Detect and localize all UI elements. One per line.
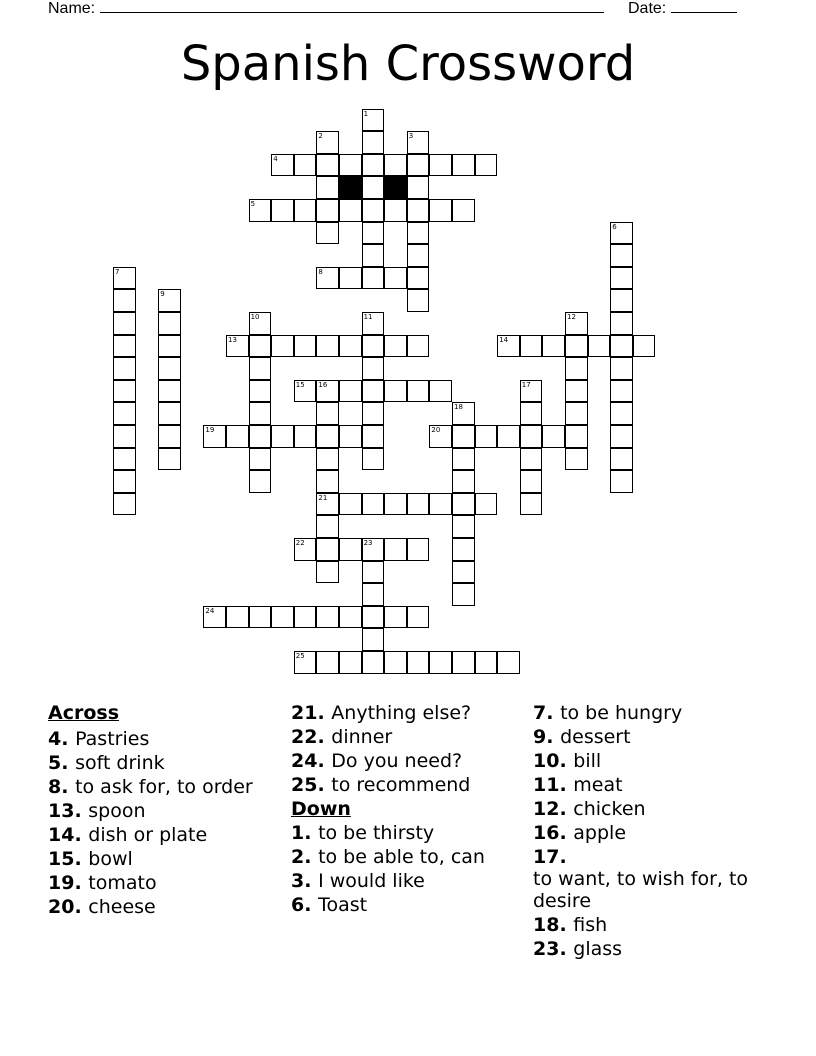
grid-cell[interactable] xyxy=(158,312,181,335)
grid-cell[interactable] xyxy=(294,538,317,561)
clue-number-label: 3. xyxy=(291,870,319,892)
grid-cell[interactable] xyxy=(452,154,475,177)
grid-cell[interactable] xyxy=(249,470,272,493)
grid-cell[interactable] xyxy=(271,606,294,629)
clue-item xyxy=(291,894,523,916)
clue-item xyxy=(291,750,523,772)
grid-cell[interactable] xyxy=(452,199,475,222)
grid-cell[interactable] xyxy=(316,267,339,290)
grid-cell[interactable] xyxy=(158,402,181,425)
grid-cell[interactable] xyxy=(407,222,430,245)
grid-cell[interactable] xyxy=(610,312,633,335)
grid-cell[interactable] xyxy=(610,425,633,448)
grid-cell[interactable] xyxy=(452,561,475,584)
grid-cell[interactable] xyxy=(294,380,317,403)
grid-cell[interactable] xyxy=(113,335,136,358)
grid-cell[interactable] xyxy=(316,538,339,561)
grid-cell[interactable] xyxy=(316,425,339,448)
grid-cell[interactable] xyxy=(542,425,565,448)
clue-text: Pastries xyxy=(75,728,150,750)
down-heading: Down xyxy=(291,798,351,820)
grid-cell[interactable] xyxy=(407,493,430,516)
clue-text: Do you need? xyxy=(331,750,463,772)
clue-number-label: 14. xyxy=(48,824,89,846)
clue-number-label: 25. xyxy=(291,774,332,796)
grid-cell[interactable] xyxy=(362,131,385,154)
grid-cell[interactable] xyxy=(362,312,385,335)
grid-cell[interactable] xyxy=(226,425,249,448)
grid-cell[interactable] xyxy=(113,425,136,448)
clue-number: 18 xyxy=(454,403,463,412)
grid-cell[interactable] xyxy=(565,425,588,448)
clue-number-label: 18. xyxy=(533,914,574,936)
grid-cell[interactable] xyxy=(429,380,452,403)
name-label: Name: xyxy=(48,0,96,17)
clue-number-label: 5. xyxy=(48,752,76,774)
grid-cell[interactable] xyxy=(407,380,430,403)
clue-text: spoon xyxy=(88,800,146,822)
clue-item xyxy=(48,872,278,894)
grid-cell[interactable] xyxy=(249,425,272,448)
grid-cell[interactable] xyxy=(407,289,430,312)
grid-cell[interactable] xyxy=(520,470,543,493)
grid-cell[interactable] xyxy=(610,448,633,471)
grid-cell[interactable] xyxy=(158,357,181,380)
grid-cell[interactable] xyxy=(452,448,475,471)
grid-cell[interactable] xyxy=(316,222,339,245)
across-heading: Across xyxy=(48,702,120,724)
clue-number-label: 23. xyxy=(533,938,574,960)
grid-cell[interactable] xyxy=(113,493,136,516)
grid-cell[interactable] xyxy=(316,651,339,674)
clue-number: 10 xyxy=(250,313,260,321)
grid-cell[interactable] xyxy=(113,312,136,335)
grid-cell[interactable] xyxy=(249,606,272,629)
clue-number: 3 xyxy=(408,132,414,141)
clue-item xyxy=(533,726,778,748)
grid-cell[interactable] xyxy=(316,335,339,358)
grid-cell[interactable] xyxy=(203,606,226,629)
clue-number-label: 4. xyxy=(48,728,76,750)
clue-number: 23 xyxy=(363,539,373,547)
grid-cell[interactable] xyxy=(542,335,565,358)
grid-cell[interactable] xyxy=(407,176,430,199)
grid-cell[interactable] xyxy=(362,357,385,380)
grid-cell[interactable] xyxy=(316,199,339,222)
grid-cell[interactable] xyxy=(565,402,588,425)
grid-cell[interactable] xyxy=(520,425,543,448)
grid-cell[interactable] xyxy=(339,199,362,222)
clue-column-1 xyxy=(48,702,278,920)
clue-number-label: 17. xyxy=(533,846,574,868)
grid-cell[interactable] xyxy=(520,380,543,403)
grid-cell[interactable] xyxy=(271,425,294,448)
clue-item xyxy=(48,848,278,870)
clue-text: dish or plate xyxy=(88,824,208,846)
clue-number-label: 22. xyxy=(291,726,332,748)
clue-item xyxy=(291,726,523,748)
grid-cell[interactable] xyxy=(362,199,385,222)
grid-cell[interactable] xyxy=(362,222,385,245)
clue-item xyxy=(291,822,523,844)
grid-cell[interactable] xyxy=(588,335,611,358)
grid-cell[interactable] xyxy=(407,606,430,629)
clue-number: 2 xyxy=(318,132,323,141)
grid-cell[interactable] xyxy=(158,380,181,403)
grid-cell[interactable] xyxy=(316,470,339,493)
clue-number: 13 xyxy=(228,335,237,344)
clue-number-label: 1. xyxy=(291,822,319,844)
grid-cell[interactable] xyxy=(294,651,317,674)
clue-text: to ask for, to order xyxy=(75,776,253,798)
grid-cell[interactable] xyxy=(610,244,633,267)
clue-item xyxy=(291,702,523,724)
grid-cell[interactable] xyxy=(497,651,520,674)
grid-cell[interactable] xyxy=(113,289,136,312)
clue-text: to recommend xyxy=(331,774,471,796)
grid-cell[interactable] xyxy=(113,402,136,425)
grid-cell[interactable] xyxy=(520,402,543,425)
grid-cell[interactable] xyxy=(294,335,317,358)
grid-cell[interactable] xyxy=(362,267,385,290)
grid-cell[interactable] xyxy=(497,335,520,358)
grid-cell[interactable] xyxy=(271,335,294,358)
grid-cell[interactable] xyxy=(271,154,294,177)
clue-text: I would like xyxy=(318,870,425,892)
clue-text: Toast xyxy=(318,894,368,916)
clue-number-label: 20. xyxy=(48,896,89,918)
clue-number: 1 xyxy=(363,109,369,118)
grid-cell[interactable] xyxy=(407,154,430,177)
clue-number: 12 xyxy=(567,313,576,321)
grid-cell[interactable] xyxy=(520,493,543,516)
grid-cell[interactable] xyxy=(384,380,407,403)
clue-item xyxy=(533,822,778,844)
date-label: Date: xyxy=(628,0,667,17)
grid-cell[interactable] xyxy=(294,154,317,177)
clue-text: apple xyxy=(573,822,627,844)
grid-cell[interactable] xyxy=(316,448,339,471)
clue-number-label: 21. xyxy=(291,702,332,724)
clue-text: dinner xyxy=(331,726,393,748)
grid-cell[interactable] xyxy=(565,335,588,358)
grid-cell[interactable] xyxy=(362,109,385,132)
grid-cell[interactable] xyxy=(362,538,385,561)
clue-item xyxy=(533,914,778,936)
grid-cell[interactable] xyxy=(610,470,633,493)
clue-text: to be thirsty xyxy=(318,822,435,844)
grid-cell[interactable] xyxy=(565,357,588,380)
grid-cell[interactable] xyxy=(339,651,362,674)
clue-text: tomato xyxy=(88,872,157,894)
grid-cell[interactable] xyxy=(475,425,498,448)
clue-number-label: 11. xyxy=(533,774,574,796)
grid-cell[interactable] xyxy=(384,267,407,290)
grid-cell[interactable] xyxy=(294,199,317,222)
grid-cell[interactable] xyxy=(316,176,339,199)
clue-number: 8 xyxy=(318,267,323,276)
grid-cell[interactable] xyxy=(384,335,407,358)
grid-cell[interactable] xyxy=(407,244,430,267)
grid-cell[interactable] xyxy=(407,651,430,674)
grid-cell[interactable] xyxy=(384,651,407,674)
clue-text: soft drink xyxy=(75,752,165,774)
clue-number-label: 15. xyxy=(48,848,89,870)
grid-cell[interactable] xyxy=(520,448,543,471)
clue-text: cheese xyxy=(88,896,156,918)
clue-text: bowl xyxy=(88,848,133,870)
clue-item xyxy=(533,702,778,724)
grid-cell[interactable] xyxy=(362,651,385,674)
clue-number: 21 xyxy=(318,493,328,502)
grid-cell[interactable] xyxy=(294,606,317,629)
grid-cell[interactable] xyxy=(565,312,588,335)
clue-number-label: 6. xyxy=(291,894,319,916)
grid-cell[interactable] xyxy=(520,335,543,358)
clue-number-label: 16. xyxy=(533,822,574,844)
grid-cell[interactable] xyxy=(362,380,385,403)
clue-number: 7 xyxy=(115,267,120,276)
grid-cell[interactable] xyxy=(316,131,339,154)
grid-cell[interactable] xyxy=(407,267,430,290)
clue-item xyxy=(291,870,523,892)
grid-cell[interactable] xyxy=(339,154,362,177)
grid-cell[interactable] xyxy=(294,425,317,448)
clue-item xyxy=(533,774,778,796)
clue-item xyxy=(533,938,778,960)
grid-cell[interactable] xyxy=(610,335,633,358)
grid-cell[interactable] xyxy=(475,493,498,516)
grid-cell[interactable] xyxy=(249,199,272,222)
grid-cell[interactable] xyxy=(316,493,339,516)
grid-cell[interactable] xyxy=(249,312,272,335)
grid-cell[interactable] xyxy=(158,289,181,312)
clue-number-label: 8. xyxy=(48,776,76,798)
clue-number: 16 xyxy=(318,380,328,389)
grid-cell[interactable] xyxy=(565,380,588,403)
grid-cell[interactable] xyxy=(316,606,339,629)
grid-cell[interactable] xyxy=(113,357,136,380)
grid-cell[interactable] xyxy=(362,561,385,584)
clue-item xyxy=(48,776,278,798)
grid-cell[interactable] xyxy=(316,561,339,584)
clue-number: 17 xyxy=(521,380,531,389)
grid-cell[interactable] xyxy=(452,538,475,561)
clue-number: 11 xyxy=(363,313,373,321)
grid-cell[interactable] xyxy=(610,289,633,312)
grid-cell[interactable] xyxy=(384,493,407,516)
clue-text: to be hungry xyxy=(560,702,683,724)
grid-cell[interactable] xyxy=(316,515,339,538)
grid-cell[interactable] xyxy=(113,380,136,403)
grid-cell[interactable] xyxy=(362,606,385,629)
grid-cell[interactable] xyxy=(610,267,633,290)
grid-cell[interactable] xyxy=(610,357,633,380)
black-cell xyxy=(384,176,407,199)
grid-cell[interactable] xyxy=(362,628,385,651)
clue-item xyxy=(48,728,278,750)
grid-cell[interactable] xyxy=(203,425,226,448)
grid-cell[interactable] xyxy=(339,335,362,358)
grid-cell[interactable] xyxy=(316,154,339,177)
grid-cell[interactable] xyxy=(316,380,339,403)
grid-cell[interactable] xyxy=(565,448,588,471)
grid-cell[interactable] xyxy=(452,402,475,425)
clue-number: 22 xyxy=(295,539,305,547)
grid-cell[interactable] xyxy=(316,402,339,425)
grid-cell[interactable] xyxy=(271,199,294,222)
clue-number: 20 xyxy=(431,426,441,434)
clue-text: glass xyxy=(573,938,623,960)
grid-cell[interactable] xyxy=(362,493,385,516)
grid-cell[interactable] xyxy=(429,425,452,448)
clue-text: Anything else? xyxy=(331,702,472,724)
grid-cell[interactable] xyxy=(362,154,385,177)
clue-number: 5 xyxy=(250,200,256,208)
grid-cell[interactable] xyxy=(452,470,475,493)
grid-cell[interactable] xyxy=(452,515,475,538)
clue-number: 9 xyxy=(160,290,165,299)
grid-cell[interactable] xyxy=(429,493,452,516)
clue-number: 19 xyxy=(205,426,215,434)
clue-number: 15 xyxy=(295,380,305,389)
grid-cell[interactable] xyxy=(407,335,430,358)
grid-cell[interactable] xyxy=(362,244,385,267)
clue-text: meat xyxy=(573,774,623,796)
grid-cell[interactable] xyxy=(339,267,362,290)
grid-cell[interactable] xyxy=(633,335,656,358)
grid-cell[interactable] xyxy=(429,651,452,674)
grid-cell[interactable] xyxy=(362,335,385,358)
grid-cell[interactable] xyxy=(362,402,385,425)
grid-cell[interactable] xyxy=(226,606,249,629)
grid-cell[interactable] xyxy=(610,380,633,403)
clue-text: to be able to, can xyxy=(318,846,485,868)
grid-cell[interactable] xyxy=(362,583,385,606)
grid-cell[interactable] xyxy=(339,606,362,629)
clue-column-2 xyxy=(291,702,523,918)
grid-cell[interactable] xyxy=(384,199,407,222)
grid-cell[interactable] xyxy=(158,425,181,448)
clue-number-label: 9. xyxy=(533,726,561,748)
grid-cell[interactable] xyxy=(475,651,498,674)
grid-cell[interactable] xyxy=(610,222,633,245)
grid-cell[interactable] xyxy=(249,402,272,425)
grid-cell[interactable] xyxy=(452,651,475,674)
black-cell xyxy=(339,176,362,199)
grid-cell[interactable] xyxy=(362,176,385,199)
grid-cell[interactable] xyxy=(339,425,362,448)
clue-number: 14 xyxy=(499,335,509,344)
clue-item xyxy=(48,752,278,774)
clue-text: to want, to wish for, to desire xyxy=(533,868,749,912)
clue-item xyxy=(533,750,778,772)
grid-cell[interactable] xyxy=(158,448,181,471)
grid-cell[interactable] xyxy=(113,470,136,493)
grid-cell[interactable] xyxy=(113,448,136,471)
clue-number-label: 19. xyxy=(48,872,89,894)
grid-cell[interactable] xyxy=(475,154,498,177)
clue-item xyxy=(291,774,523,796)
clue-number-label: 24. xyxy=(291,750,332,772)
clue-number-label: 7. xyxy=(533,702,561,724)
grid-cell[interactable] xyxy=(407,538,430,561)
grid-cell[interactable] xyxy=(339,493,362,516)
clue-number: 25 xyxy=(295,652,305,660)
clue-number: 6 xyxy=(612,222,617,231)
grid-cell[interactable] xyxy=(429,199,452,222)
grid-cell[interactable] xyxy=(113,267,136,290)
grid-cell[interactable] xyxy=(158,335,181,358)
grid-cell[interactable] xyxy=(384,606,407,629)
grid-cell[interactable] xyxy=(407,131,430,154)
clue-text: chicken xyxy=(573,798,646,820)
grid-cell[interactable] xyxy=(452,493,475,516)
clue-number: 4 xyxy=(273,154,278,163)
grid-cell[interactable] xyxy=(249,380,272,403)
clue-item xyxy=(48,824,278,846)
grid-cell[interactable] xyxy=(452,425,475,448)
grid-cell[interactable] xyxy=(339,538,362,561)
clue-item xyxy=(533,798,778,820)
clue-number-label: 2. xyxy=(291,846,319,868)
clue-number-label: 12. xyxy=(533,798,574,820)
grid-cell[interactable] xyxy=(249,448,272,471)
page-title: Spanish Crossword xyxy=(180,36,636,92)
clue-number: 24 xyxy=(205,606,215,615)
clue-number-label: 13. xyxy=(48,800,89,822)
clue-item xyxy=(48,800,278,822)
grid-cell[interactable] xyxy=(429,154,452,177)
grid-cell[interactable] xyxy=(339,380,362,403)
grid-cell[interactable] xyxy=(226,335,249,358)
grid-cell[interactable] xyxy=(249,357,272,380)
grid-cell[interactable] xyxy=(497,425,520,448)
grid-cell[interactable] xyxy=(452,583,475,606)
clue-text: bill xyxy=(573,750,602,772)
clue-column-3 xyxy=(533,702,778,962)
grid-cell[interactable] xyxy=(362,425,385,448)
clue-item xyxy=(533,846,778,912)
clue-item xyxy=(291,846,523,868)
clue-text: fish xyxy=(573,914,608,936)
grid-cell[interactable] xyxy=(407,199,430,222)
grid-cell[interactable] xyxy=(384,154,407,177)
clue-number-label: 10. xyxy=(533,750,574,772)
grid-cell[interactable] xyxy=(610,402,633,425)
clue-item xyxy=(48,896,278,918)
grid-cell[interactable] xyxy=(249,335,272,358)
grid-cell[interactable] xyxy=(362,448,385,471)
clue-text: dessert xyxy=(560,726,631,748)
grid-cell[interactable] xyxy=(384,538,407,561)
